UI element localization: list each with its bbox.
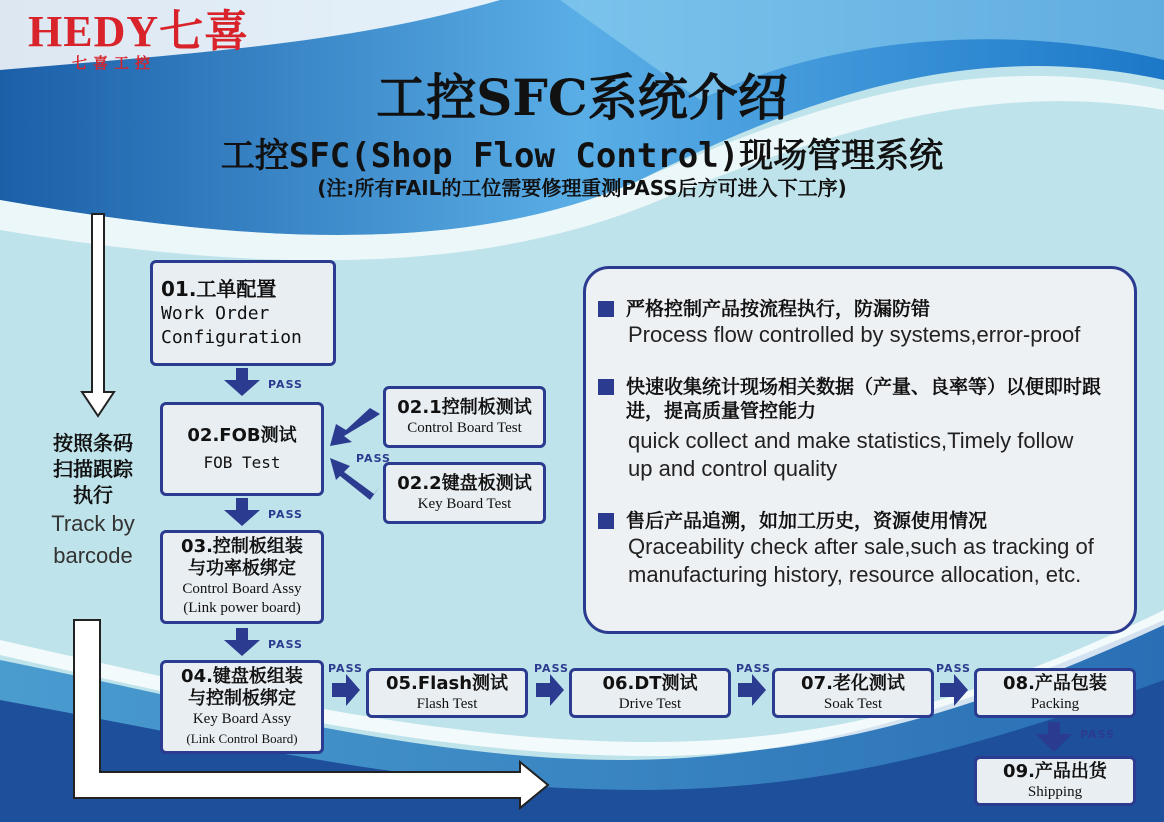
benefit-en: Qraceability check after sale,such as tracking of [628, 534, 1094, 559]
pass-label: PASS [268, 638, 303, 651]
benefit-en: up and control quality [628, 456, 838, 481]
step-02-fob-test [160, 402, 324, 496]
step-cn: 07.老化测试 [801, 672, 905, 694]
side-cn-line: 执行 [73, 483, 113, 507]
step-cn: 02.2键盘板测试 [397, 472, 532, 494]
pass-label: PASS [534, 662, 569, 675]
benefit-cn: 快速收集统计现场相关数据（产量、良率等）以便即时跟进，提高质量管控能力 [626, 376, 1102, 422]
step-cn: 与控制板绑定 [188, 688, 296, 709]
pass-label: PASS [328, 662, 363, 675]
step-cn: 01.工单配置 [161, 277, 277, 301]
square-bullet-icon [598, 301, 614, 317]
step-cn: 02.1控制板测试 [397, 396, 532, 418]
logo-brand-text: HEDY七喜 [28, 7, 250, 56]
step-01-work-order [150, 260, 336, 366]
step-en: Work Order [161, 303, 270, 324]
page-note: (注:所有FAIL的工位需要修理重测PASS后方可进入下工序) [317, 176, 847, 200]
step-en: Drive Test [618, 695, 682, 712]
side-en-line: Track by [51, 511, 135, 536]
step-cn: 与功率板绑定 [188, 558, 296, 579]
benefit-cn: 售后产品追溯，如加工历史，资源使用情况 [626, 510, 988, 532]
step-en: (Link Control Board) [186, 731, 298, 746]
step-en: Flash Test [416, 695, 478, 712]
pass-label: PASS [268, 378, 303, 391]
benefit-en: manufacturing history, resource allocation, etc. [628, 562, 1082, 587]
step-cn: 03.控制板组装 [181, 536, 303, 557]
step-cn: 04.键盘板组装 [181, 666, 303, 687]
step-021-control-board-test [383, 386, 546, 448]
benefit-item [598, 375, 1124, 483]
step-05-flash-test [366, 668, 528, 718]
step-en: FOB Test [203, 453, 281, 472]
benefit-item [598, 509, 1124, 589]
benefit-cn: 严格控制产品按流程执行，防漏防错 [626, 298, 931, 320]
step-en: Key Board Test [417, 495, 512, 512]
side-en-line: barcode [53, 543, 133, 568]
pass-label: PASS [356, 452, 391, 465]
step-en: Key Board Assy [192, 711, 292, 727]
benefits-panel [583, 266, 1137, 634]
side-cn-line: 按照条码 [53, 431, 133, 455]
step-07-soak-test [772, 668, 934, 718]
logo-sub-text: 七喜工控 [72, 54, 157, 72]
step-cn: 09.产品出货 [1003, 760, 1107, 782]
step-en: (Link power board) [183, 600, 301, 616]
side-cn-line: 扫描跟踪 [53, 457, 133, 481]
step-en: Control Board Assy [182, 581, 302, 597]
step-022-key-board-test [383, 462, 546, 524]
page-title: 工控SFC系统介绍 [376, 68, 788, 127]
pass-label: PASS [936, 662, 971, 675]
pass-label: PASS [268, 508, 303, 521]
step-08-packing [974, 668, 1136, 718]
square-bullet-icon [598, 513, 614, 529]
benefit-item [598, 297, 1124, 349]
step-cn: 05.Flash测试 [385, 672, 509, 694]
step-en: Shipping [1027, 783, 1083, 800]
step-04-key-board-assy [160, 660, 324, 754]
step-06-drive-test [569, 668, 731, 718]
page-subtitle: 工控SFC(Shop Flow Control)现场管理系统 [220, 136, 944, 176]
benefit-en: quick collect and make statistics,Timely follow [628, 428, 1074, 453]
step-cn: 02.FOB测试 [187, 425, 297, 446]
track-by-barcode-label [28, 430, 158, 572]
step-en: Packing [1030, 695, 1080, 712]
step-03-control-board-assy [160, 530, 324, 624]
benefit-en: Process flow controlled by systems,error-proof [628, 322, 1081, 347]
step-cn: 08.产品包装 [1003, 672, 1107, 694]
pass-label: PASS [1080, 728, 1115, 741]
step-en: Control Board Test [407, 419, 522, 436]
square-bullet-icon [598, 379, 614, 395]
step-09-shipping [974, 756, 1136, 806]
pass-label: PASS [736, 662, 771, 675]
step-cn: 06.DT测试 [602, 672, 698, 694]
step-en: Configuration [161, 327, 302, 348]
step-en: Soak Test [823, 695, 883, 712]
